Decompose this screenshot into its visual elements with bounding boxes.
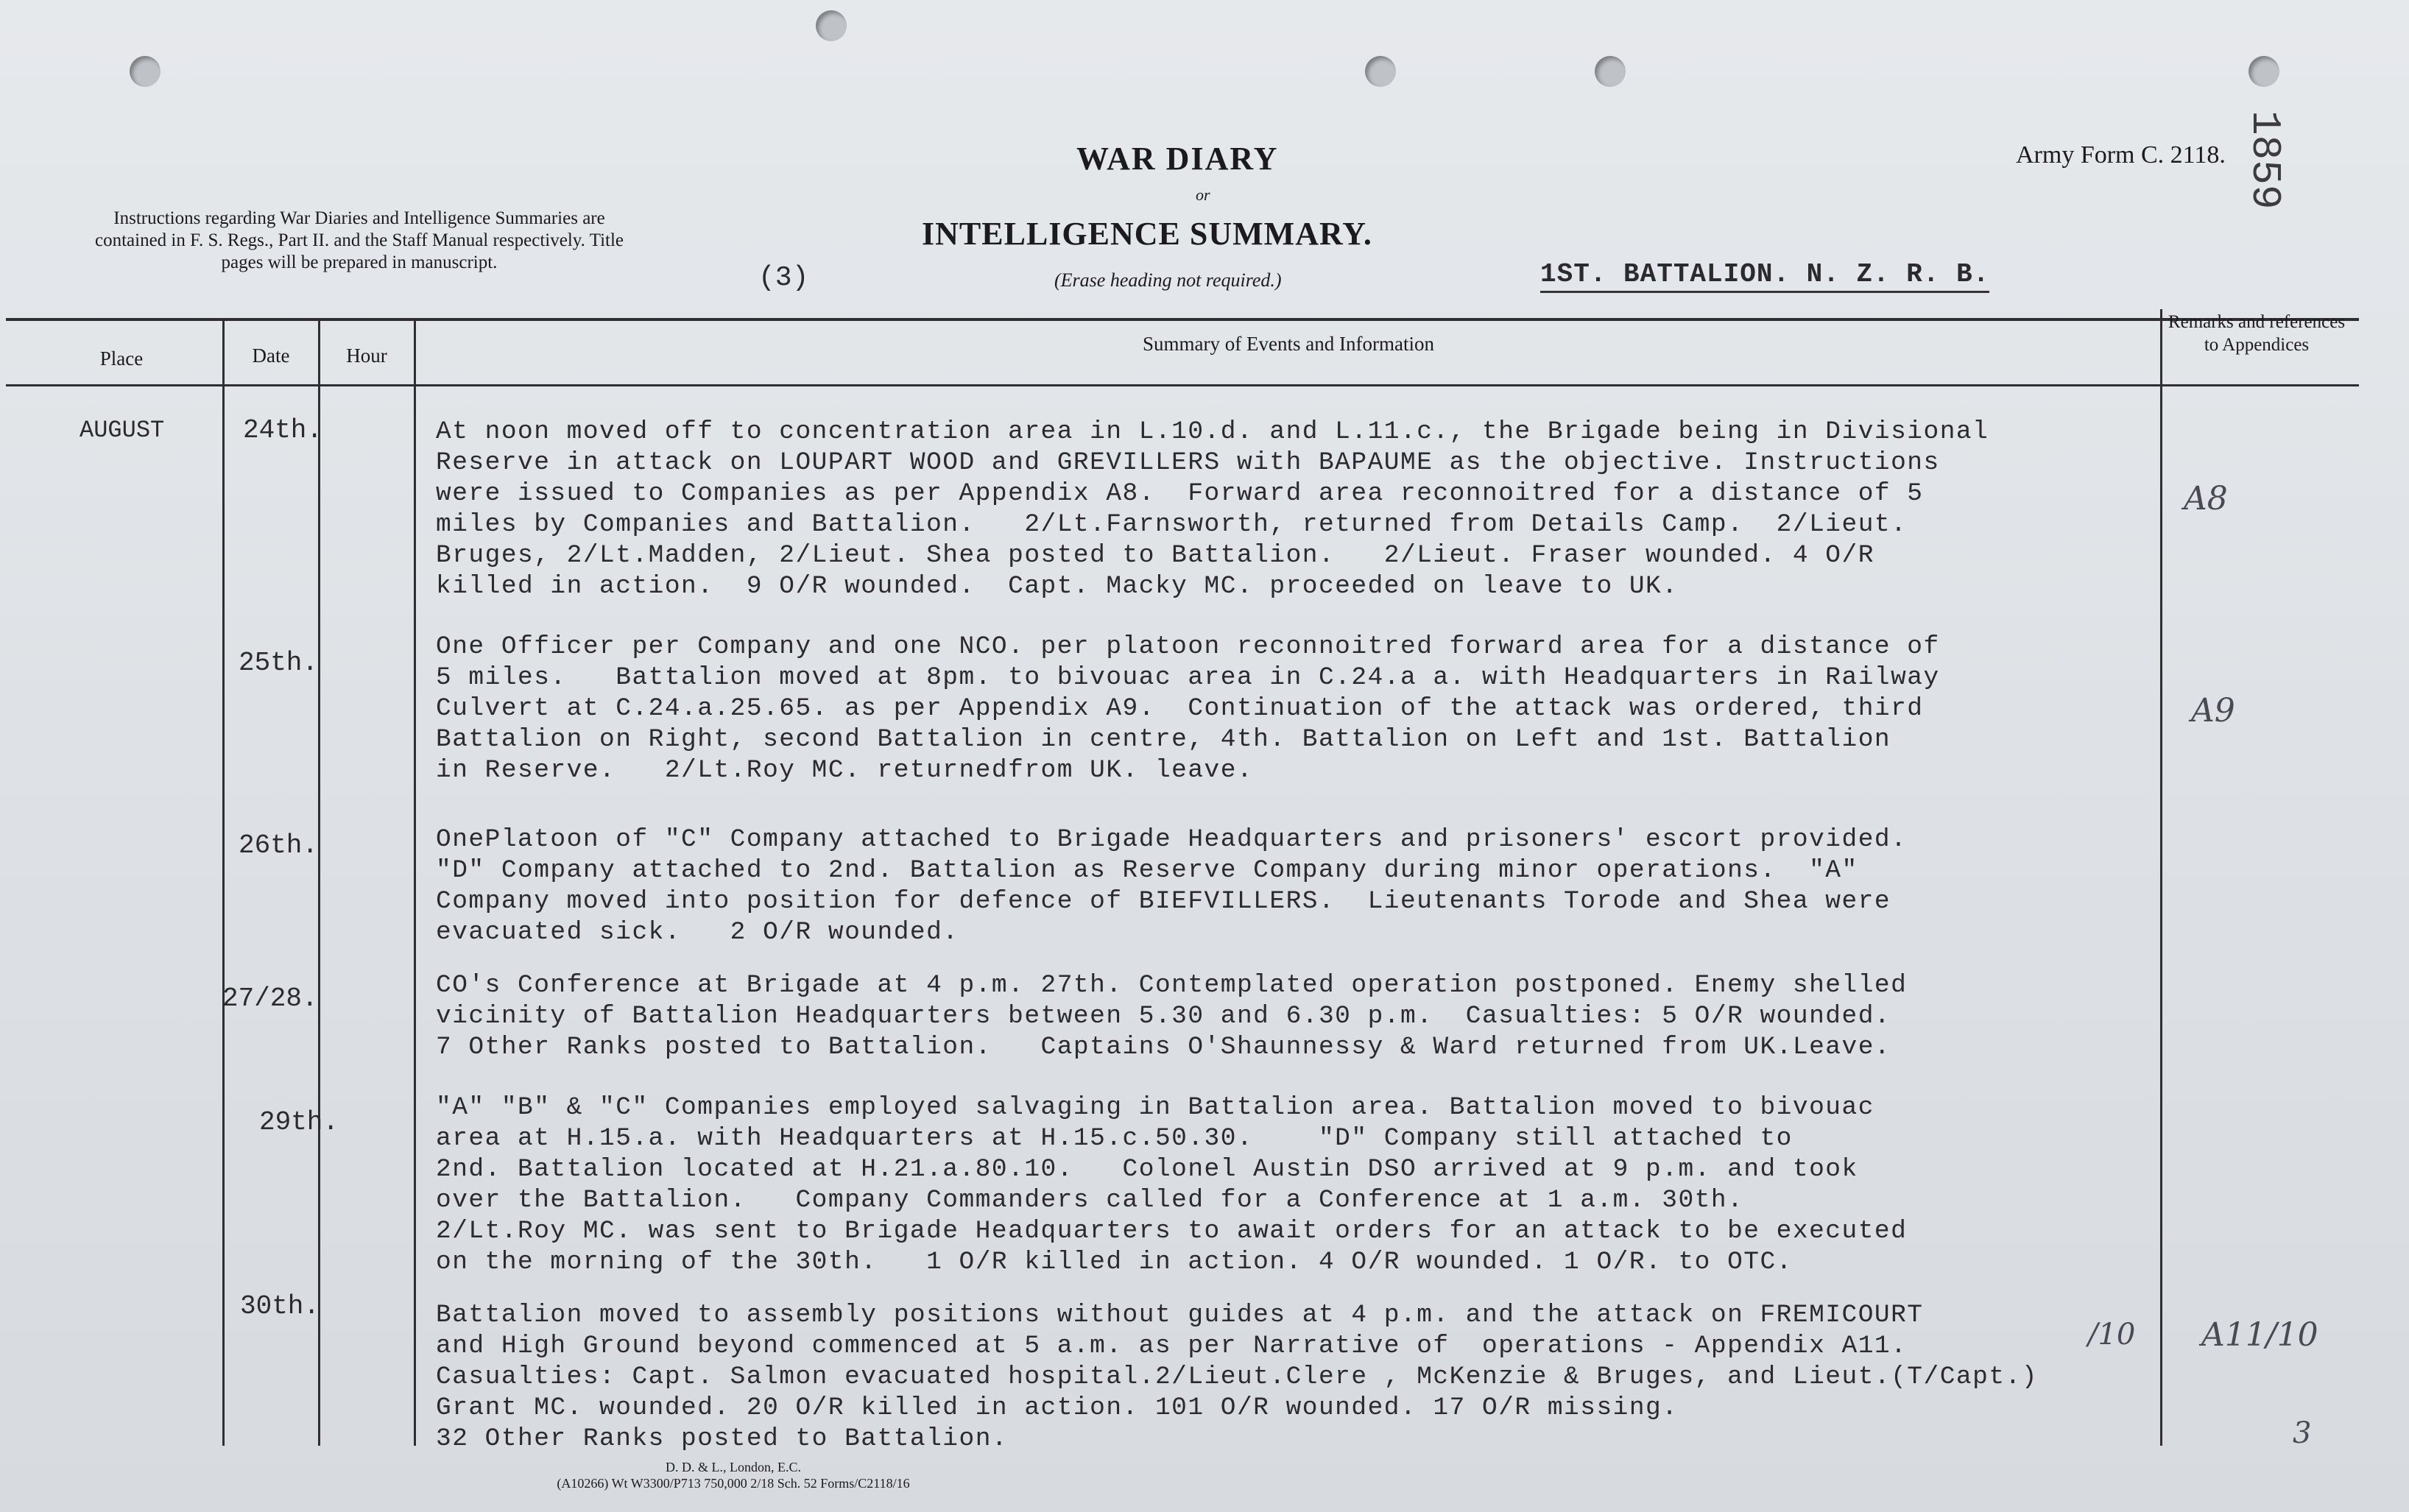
printer-imprint: D. D. & L., London, E.C. (A10266) Wt W3300/P713 750,000 2/18 Sch. 52 Forms/C2118/16 (557, 1460, 910, 1491)
remark-appendix: A9 (2191, 692, 2235, 729)
column-header-summary: Summary of Events and Information (1143, 333, 1434, 355)
instructions-note: Instructions regarding War Diaries and Intelligence Summaries are contained in F. S. Regs., Part II. and the Staff Manual respectively. Title pages will be prepared in manuscript. (94, 208, 624, 272)
remark-appendix: A8 (2184, 480, 2228, 517)
war-diary-title: WAR DIARY (1076, 141, 1279, 177)
entry-date: 29th. (259, 1107, 339, 1137)
entry-date: 30th. (240, 1291, 320, 1321)
column-divider (414, 318, 416, 1446)
table-header-rule (6, 384, 2359, 386)
column-header-date: Date (252, 345, 290, 367)
erase-heading-note: (Erase heading not required.) (1054, 269, 1282, 291)
inline-note: /10 (2088, 1318, 2136, 1352)
intelligence-summary-title: INTELLIGENCE SUMMARY. (922, 216, 1372, 252)
diary-entry: At noon moved off to concentration area in L.10.d. and L.11.c., the Brigade being in Divisional Reserve in attack on LOUPART WOOD and GREVILLERS with BAPAUME as the objective. Instructions were issued to Companies as per Appendix A8. Forward area reconnoitred for a distance of 5 miles by Companies and Battalion. 2/Lt.Farnsworth, returned from Details Camp. 2/Lieut. Bruges, 2/Lt.Madden, 2/Lieut. Shea posted to Battalion. 2/Lieut. Fraser wounded. 4 O/R killed in action. 9 O/R wounded. Capt. Macky MC. proceeded on leave to UK. (436, 417, 1989, 601)
army-form-number: Army Form C. 2118. (2016, 141, 2226, 169)
diary-entry: Battalion moved to assembly positions without guides at 4 p.m. and the attack on FREMICOURT and High Ground beyond commenced at 5 a.m. as per Narrative of operations - Appendix A11. Casualties: Capt. Salmon evacuated hospital.2/Lieut.Clere , McKenzie & Bruges, and Lieut.(T/Capt.) Grant MC. wounded. 20 O/R killed in action. 101 O/R wounded. 17 O/R missing. 32 Other Ranks posted to Battalion. (436, 1301, 2038, 1453)
entry-date: 26th. (239, 830, 319, 861)
punch-hole (2248, 56, 2279, 87)
edge-mark: 3 (2293, 1416, 2312, 1450)
unit-name: 1ST. BATTALION. N. Z. R. B. (1540, 259, 1989, 293)
diary-entry: "A" "B" & "C" Companies employed salvaging in Battalion area. Battalion moved to bivouac area at H.15.a. with Headquarters at H.15.c.50.30. "D" Company still attached to 2nd. Battalion located at H.21.a.80.10. Colonel Austin DSO arrived at 9 p.m. and took over the Battalion. Company Commanders called for a Conference at 1 a.m. 30th. 2/Lt.Roy MC. was sent to Brigade Headquarters to await orders for an attack to be executed on the morning of the 30th. 1 O/R killed in action. 4 O/R wounded. 1 O/R. to OTC. (436, 1093, 1908, 1276)
entry-date: 24th. (243, 415, 323, 445)
punch-hole (816, 10, 847, 41)
column-divider (222, 318, 225, 1446)
side-page-number: 1859 (2241, 110, 2288, 210)
diary-entry: CO's Conference at Brigade at 4 p.m. 27th. Contemplated operation postponed. Enemy shelled vicinity of Battalion Headquarters between 5.30 and 6.30 p.m. Casualties: 5 O/R wounded. 7 Other Ranks posted to Battalion. Captains O'Shaunnessy & Ward returned from UK.Leave. (436, 971, 1908, 1061)
column-header-remarks: Remarks and references to Appendices (2168, 312, 2346, 355)
table-top-rule (6, 318, 2359, 321)
page-number: (3) (758, 262, 809, 294)
punch-hole (1595, 56, 1626, 87)
column-header-hour: Hour (346, 345, 387, 367)
diary-entry: One Officer per Company and one NCO. per platoon reconnoitred forward area for a distance of 5 miles. Battalion moved at 8pm. to bivouac area in C.24.a a. with Headquarters in Railway Culvert at C.24.a.25.65. as per Appendix A9. Continuation of the attack was ordered, third Battalion on Right, second Battalion in centre, 4th. Battalion on Left and 1st. Battalion in Reserve. 2/Lt.Roy MC. returnedfrom UK. leave. (436, 632, 1940, 785)
column-header-place: Place (99, 347, 144, 370)
title-or: or (1196, 186, 1210, 204)
column-divider (318, 318, 320, 1446)
place-august: AUGUST (80, 417, 165, 444)
remark-appendix: A11/10 (2201, 1316, 2318, 1354)
entry-date: 25th. (239, 648, 319, 678)
punch-hole (1365, 56, 1396, 87)
entry-date: 27/28. (222, 983, 318, 1014)
punch-hole (130, 56, 161, 87)
diary-entry: OnePlatoon of "C" Company attached to Brigade Headquarters and prisoners' escort provided. "D" Company attached to 2nd. Battalion as Reserve Company during minor operations. "A" Company moved into position for defence of BIEFVILLERS. Lieutenants Torode and Shea were evacuated sick. 2 O/R wounded. (436, 825, 1908, 947)
